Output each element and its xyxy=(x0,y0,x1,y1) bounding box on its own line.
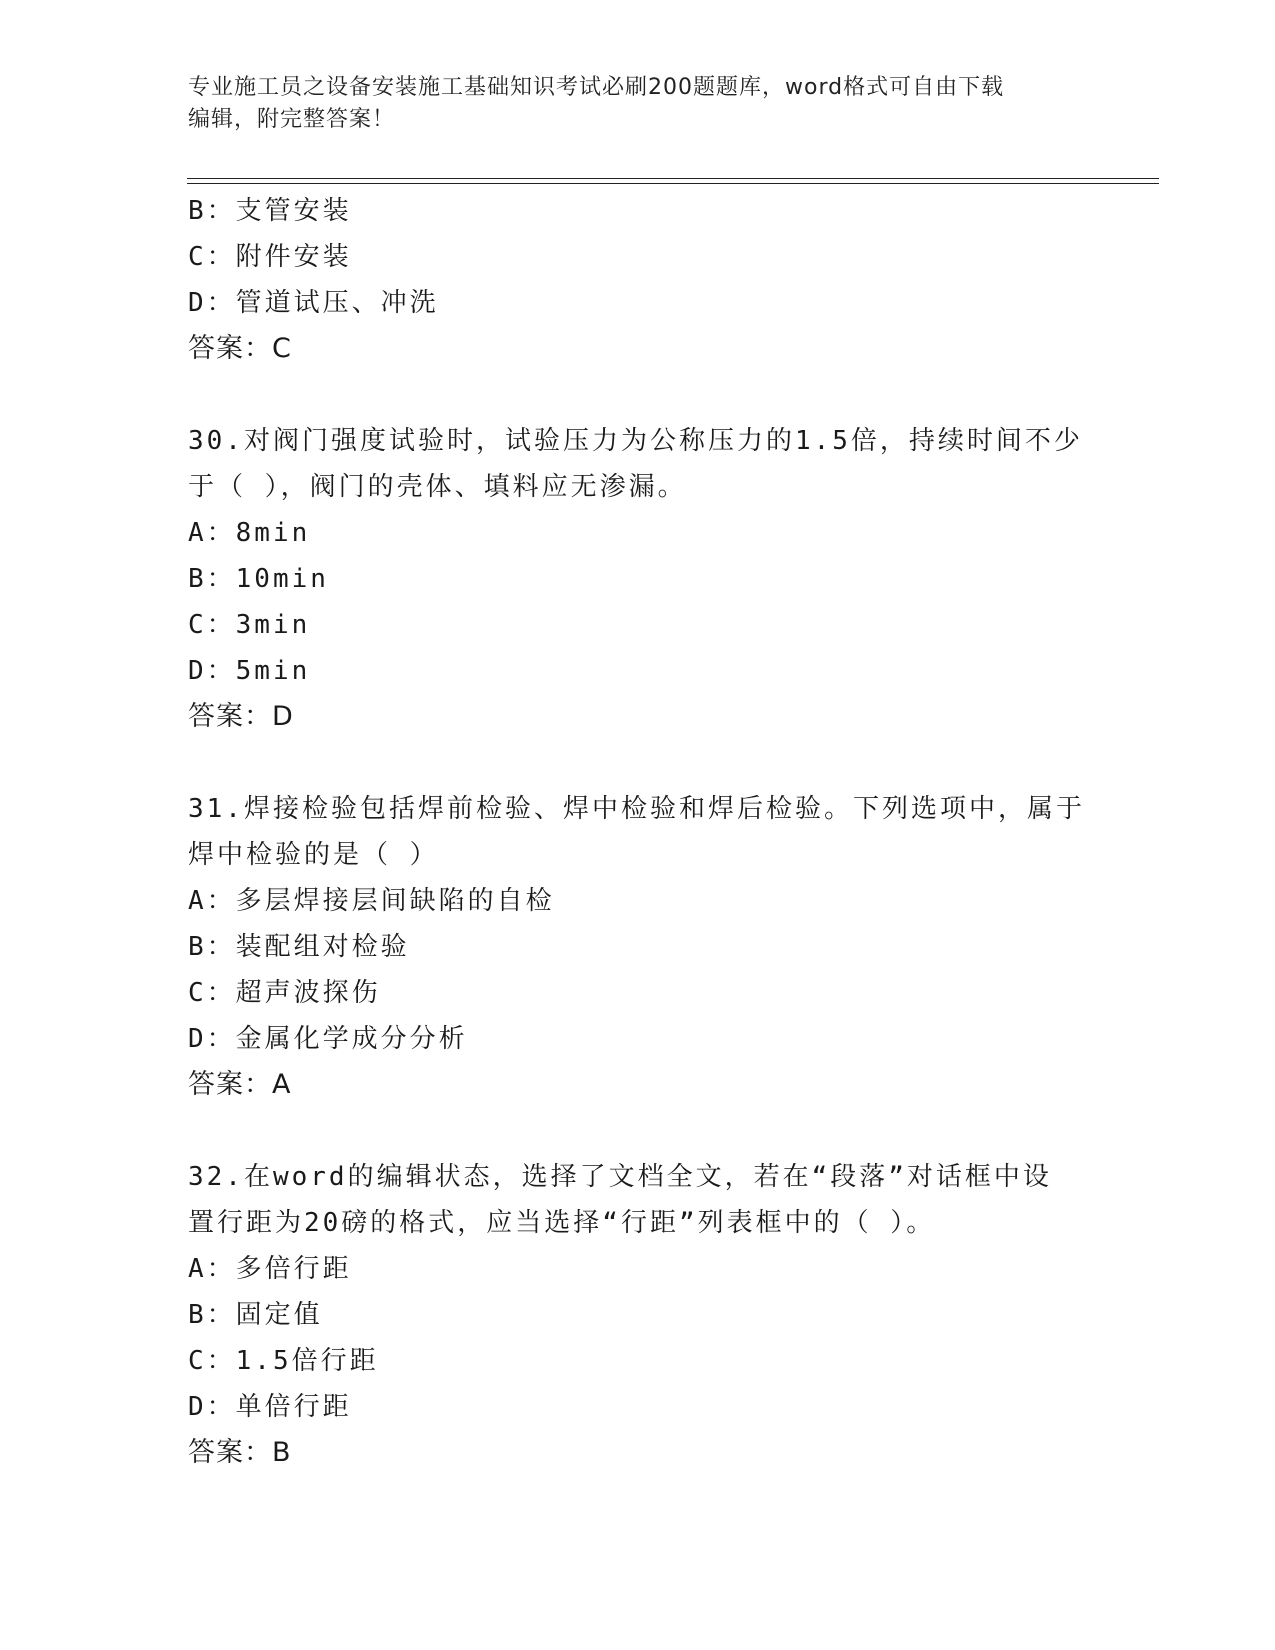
question-30 xyxy=(188,418,1088,740)
question-stem-line-2: 置行距为20磅的格式，应当选择“行距”列表框中的（ ）。 xyxy=(188,1208,936,1238)
answer-line: 答案：C xyxy=(188,333,292,364)
option-d: D：5min xyxy=(188,656,311,686)
header-divider-top xyxy=(187,178,1159,179)
option-a: A：多层焊接层间缺陷的自检 xyxy=(188,886,555,916)
option-b: B：固定值 xyxy=(188,1300,323,1330)
option-b: B：装配组对检验 xyxy=(188,932,410,962)
option-c: C：附件安装 xyxy=(188,242,352,272)
option-c: C：1.5倍行距 xyxy=(188,1346,379,1376)
document-header xyxy=(188,72,1088,136)
answer-line: 答案：B xyxy=(188,1437,292,1468)
header-divider-bottom xyxy=(187,183,1159,184)
option-a: A：多倍行距 xyxy=(188,1254,352,1284)
option-b: B：10min xyxy=(188,564,329,594)
option-c: C：3min xyxy=(188,610,311,640)
answer-line: 答案：D xyxy=(188,701,294,732)
question-stem-line-1: 32.在word的编辑状态，选择了文档全文，若在“段落”对话框中设 xyxy=(188,1162,1052,1192)
answer-line: 答案：A xyxy=(188,1069,292,1100)
question-list xyxy=(188,188,1088,1476)
question-stem-line-2: 于（ ），阀门的壳体、填料应无渗漏。 xyxy=(188,472,687,502)
option-d: D：管道试压、冲洗 xyxy=(188,288,439,318)
question-stem-line-1: 30.对阀门强度试验时，试验压力为公称压力的1.5倍，持续时间不少 xyxy=(188,426,1083,456)
option-d: D：金属化学成分分析 xyxy=(188,1024,468,1054)
option-c: C：超声波探伤 xyxy=(188,978,381,1008)
question-31 xyxy=(188,786,1088,1108)
question-stem-line-2: 焊中检验的是（ ） xyxy=(188,840,439,870)
question-29-continued xyxy=(188,188,1088,372)
question-32 xyxy=(188,1154,1088,1476)
option-d: D：单倍行距 xyxy=(188,1392,352,1422)
header-title-line-1: 专业施工员之设备安装施工基础知识考试必刷200题题库，word格式可自由下载 xyxy=(188,75,1005,100)
question-stem-line-1: 31.焊接检验包括焊前检验、焊中检验和焊后检验。下列选项中，属于 xyxy=(188,794,1085,824)
header-title-line-2: 编辑，附完整答案！ xyxy=(188,107,396,132)
option-a: A：8min xyxy=(188,518,311,548)
option-b: B：支管安装 xyxy=(188,196,352,226)
